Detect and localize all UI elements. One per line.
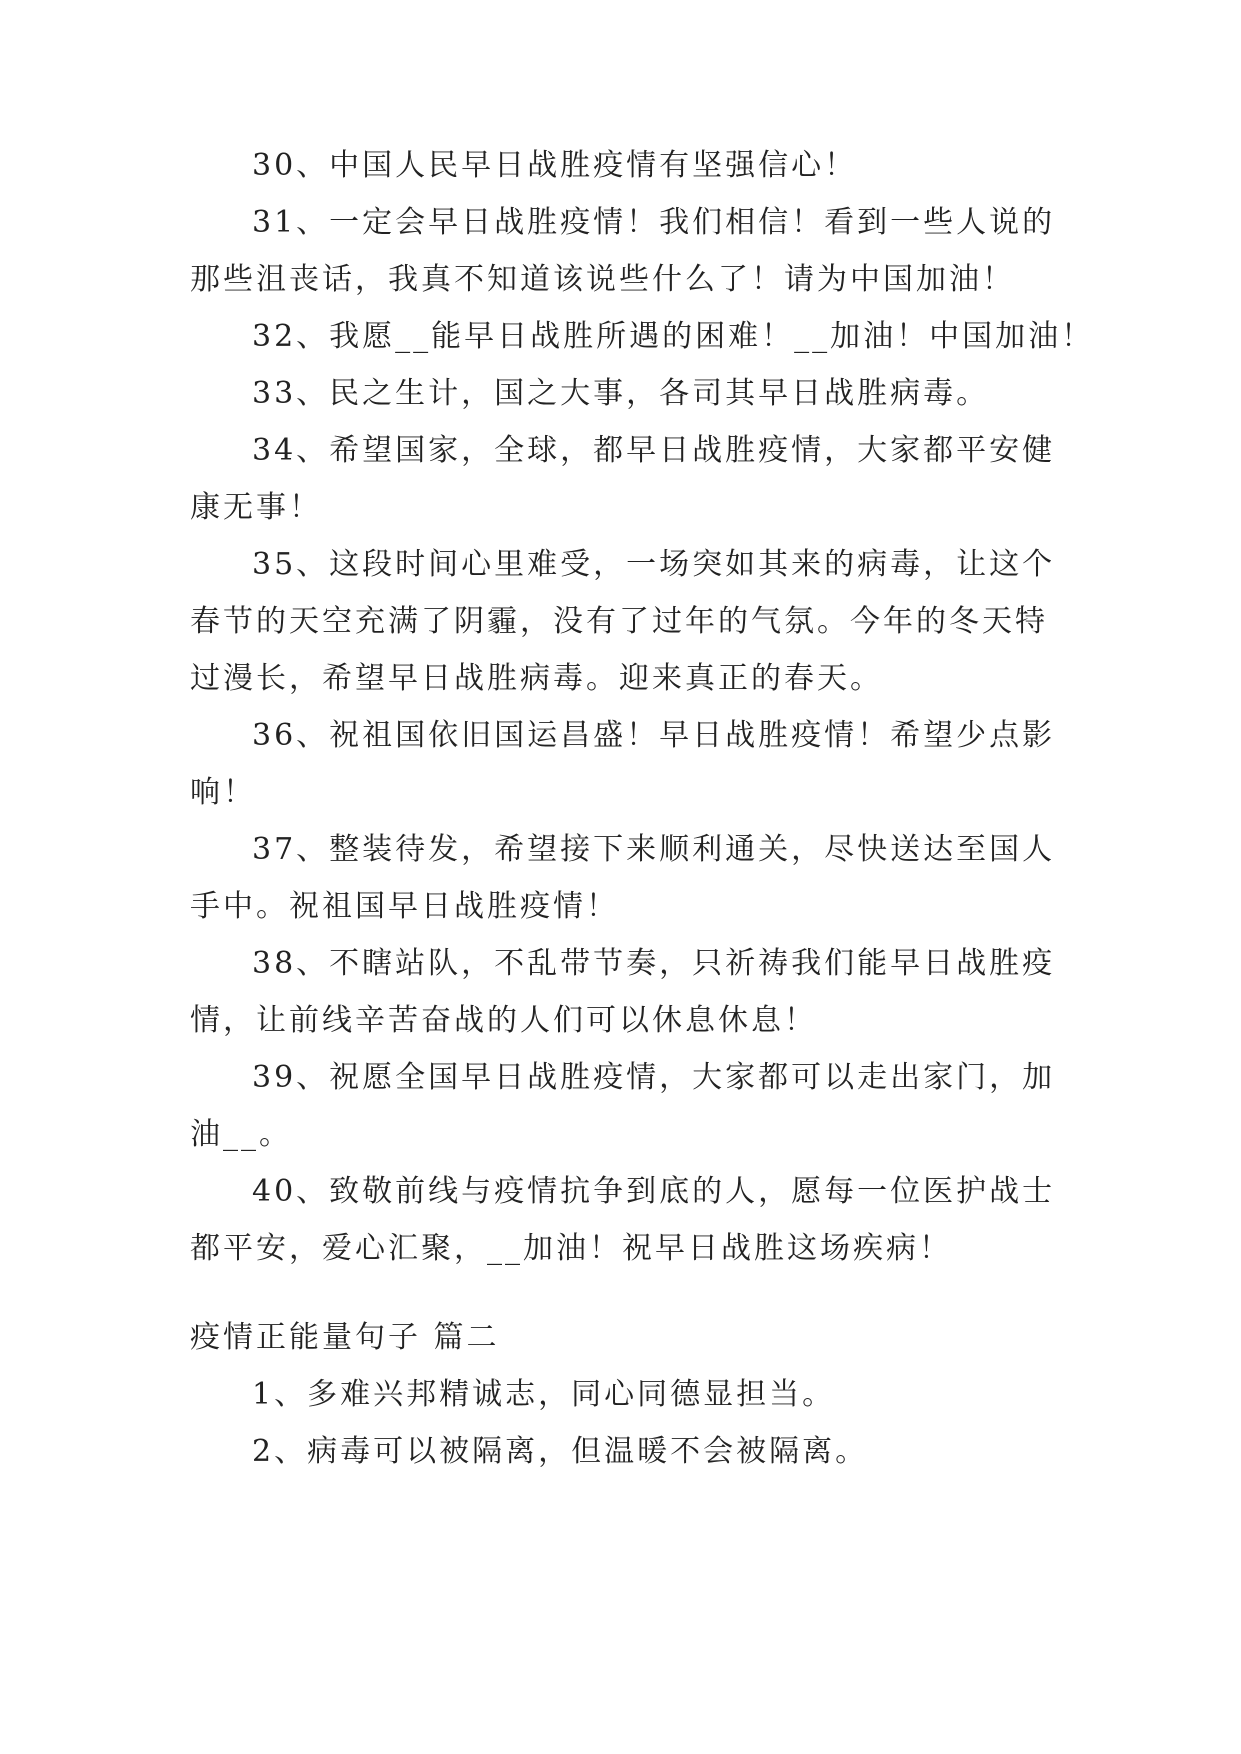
text-line: 31、一定会早日战胜疫情！我们相信！看到一些人说的: [252, 205, 1056, 240]
text-line: 40、致敬前线与疫情抗争到底的人，愿每一位医护战士: [252, 1174, 1056, 1209]
text-line: 油__。: [190, 1117, 292, 1152]
text-line: 35、这段时间心里难受，一场突如其来的病毒，让这个: [252, 547, 1056, 582]
text-line: 响！: [190, 775, 256, 810]
section-item: 1、多难兴邦精诚志，同心同德显担当。: [252, 1377, 836, 1412]
text-line: 康无事！: [190, 490, 322, 525]
text-line: 36、祝祖国依旧国运昌盛！早日战胜疫情！希望少点影: [252, 718, 1056, 753]
text-line: 34、希望国家，全球，都早日战胜疫情，大家都平安健: [252, 433, 1056, 468]
section-item: 2、病毒可以被隔离，但温暖不会被隔离。: [252, 1434, 869, 1469]
text-line: 32、我愿__能早日战胜所遇的困难！__加油！中国加油！: [252, 319, 1095, 354]
text-line: 手中。祝祖国早日战胜疫情！: [190, 889, 619, 924]
section-heading: 疫情正能量句子 篇二: [190, 1320, 500, 1355]
text-line: 都平安，爱心汇聚，__加油！祝早日战胜这场疾病！: [190, 1231, 952, 1266]
text-line: 39、祝愿全国早日战胜疫情，大家都可以走出家门，加: [252, 1060, 1056, 1095]
text-line: 38、不瞎站队，不乱带节奏，只祈祷我们能早日战胜疫: [252, 946, 1056, 981]
text-line: 37、整装待发，希望接下来顺利通关，尽快送达至国人: [252, 832, 1056, 867]
text-line: 30、中国人民早日战胜疫情有坚强信心！: [252, 148, 858, 183]
text-line: 过漫长，希望早日战胜病毒。迎来真正的春天。: [190, 661, 883, 696]
text-line: 情，让前线辛苦奋战的人们可以休息休息！: [190, 1003, 817, 1038]
text-line: 春节的天空充满了阴霾，没有了过年的气氛。今年的冬天特: [190, 604, 1048, 639]
text-line: 33、民之生计，国之大事，各司其早日战胜病毒。: [252, 376, 990, 411]
text-line: 那些沮丧话，我真不知道该说些什么了！请为中国加油！: [190, 262, 1015, 297]
